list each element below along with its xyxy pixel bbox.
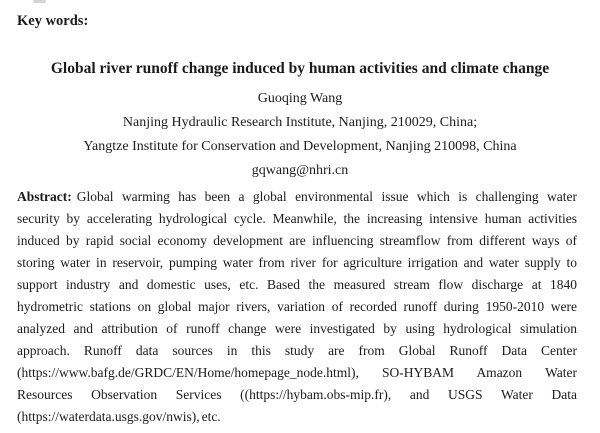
- abstract-label: Abstract:: [17, 189, 72, 204]
- abstract-line: hydrometric stations on global major rivers, variation of recorded runoff during 1950-2010 were: [17, 299, 577, 314]
- abstract-line: (https://www.bafg.de/GRDC/EN/Home/homepage_node.html), SO-HYBAM Amazon Water: [17, 365, 577, 380]
- author-block: [0, 87, 600, 183]
- abstract-line: storing water in reservoir, pumping water from river for agriculture irrigation and water supply to: [17, 255, 577, 270]
- abstract-paragraph: [17, 186, 577, 428]
- affiliation-line-2: Yangtze Institute for Conservation and Development, Nanjing 210098, China: [83, 139, 517, 154]
- abstract-line: support industry and domestic uses, etc. Based the measured stream flow discharge at 1840: [17, 277, 577, 292]
- paper-title: Global river runoff change induced by human activities and climate change: [50, 60, 550, 77]
- author-email: gqwang@nhri.cn: [251, 163, 349, 178]
- abstract-line: [17, 186, 577, 208]
- abstract-line: approach. Runoff data sources in this study are from Global Runoff Data Center: [17, 343, 577, 358]
- abstract-line: Resources Observation Services ((https://hybam.obs-mip.fr), and USGS Water Data: [17, 387, 577, 402]
- scan-artifact-mark: [33, 0, 46, 3]
- affiliation-line-1: Nanjing Hydraulic Research Institute, Nanjing, 210029, China;: [122, 115, 478, 130]
- author-name: Guoqing Wang: [257, 91, 343, 106]
- abstract-line: analyzed and attribution of runoff change were investigated by using hydrological simulation: [17, 321, 577, 336]
- abstract-line: (https://waterdata.usgs.gov/nwis), etc.: [17, 409, 221, 424]
- abstract-line-text: Global warming has been a global environmental issue which is challenging water: [76, 189, 577, 204]
- abstract-line: induced by rapid social economy development are influencing streamflow from different ways of: [17, 233, 577, 248]
- keywords-label: Key words:: [17, 13, 89, 29]
- abstract-line: security by accelerating hydrological cycle. Meanwhile, the increasing intensive human activities: [17, 211, 577, 226]
